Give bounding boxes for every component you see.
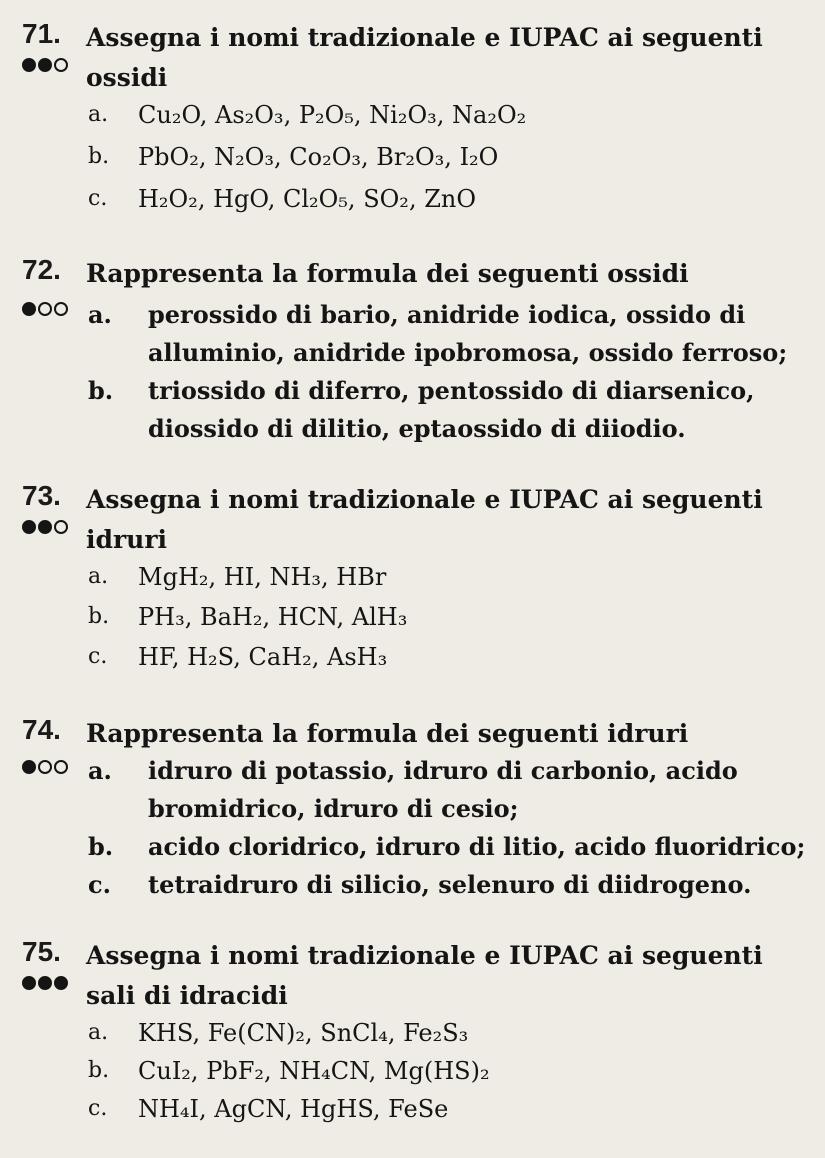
exercise-75 xyxy=(22,936,812,1126)
chemical-formula: HCN xyxy=(277,603,337,631)
difficulty-dot-empty xyxy=(54,58,68,72)
formula-list: NH₄I, AgCN, HgHS, FeSe xyxy=(138,1095,449,1123)
chemical-formula: H₂S xyxy=(187,643,234,671)
chemical-formula: HF xyxy=(138,643,172,671)
list-item: b. PbO₂, N₂O₃, Co₂O₃, Br₂O₃, I₂O xyxy=(22,140,812,174)
chemical-formula: PbF₂ xyxy=(206,1057,264,1085)
chemical-formula: P₂O₅ xyxy=(298,101,354,129)
chemical-formula: PH₃ xyxy=(138,603,185,631)
chemical-formula: AgCN xyxy=(214,1095,285,1123)
difficulty-dot-filled xyxy=(22,976,36,990)
chemical-formula: KHS xyxy=(138,1019,193,1047)
difficulty-dot-empty xyxy=(54,520,68,534)
exercise-number: 74. xyxy=(22,714,61,745)
chemical-formula: AsH₃ xyxy=(327,643,388,671)
chemical-formula: N₂O₃ xyxy=(214,143,274,171)
chemical-formula: Cu₂O xyxy=(138,101,200,129)
list-item: a. MgH₂, HI, NH₃, HBr xyxy=(22,560,812,594)
chemical-formula: SnCl₄ xyxy=(320,1019,388,1047)
list-item: b. acido cloridrico, idruro di litio, acido fluoridrico; xyxy=(88,832,806,861)
exercise-number: 75. xyxy=(22,936,61,967)
chemical-formula: NH₃ xyxy=(269,563,322,591)
chemical-formula: Na₂O₂ xyxy=(452,101,527,129)
list-item: b. PH₃, BaH₂, HCN, AlH₃ xyxy=(22,600,812,634)
chemical-formula: H₂O₂ xyxy=(138,185,198,213)
list-item: c. HF, H₂S, CaH₂, AsH₃ xyxy=(22,640,812,674)
list-item: a. Cu₂O, As₂O₃, P₂O₅, Ni₂O₃, Na₂O₂ xyxy=(22,98,812,132)
list-item: c. tetraidruro di silicio, selenuro di diidrogeno. xyxy=(88,870,752,899)
exercise-number: 71. xyxy=(22,18,61,49)
formula-list: H₂O₂, HgO, Cl₂O₅, SO₂, ZnO xyxy=(138,185,477,213)
chemical-formula: CuI₂ xyxy=(138,1057,191,1085)
formula-list: Cu₂O, As₂O₃, P₂O₅, Ni₂O₃, Na₂O₂ xyxy=(138,101,527,129)
formula-list: CuI₂, PbF₂, NH₄CN, Mg(HS)₂ xyxy=(138,1057,490,1085)
chemical-formula: Cl₂O₅ xyxy=(282,185,348,213)
chemical-formula: Br₂O₃ xyxy=(376,143,445,171)
exercise-title: Assegna i nomi tradizionale e IUPAC ai seguenti ossidi xyxy=(86,23,763,92)
chemical-formula: Ni₂O₃ xyxy=(369,101,437,129)
exercise-title: Assegna i nomi tradizionale e IUPAC ai seguenti idruri xyxy=(86,485,763,554)
exercise-number: 73. xyxy=(22,480,61,511)
chemical-formula: FeSe xyxy=(388,1095,449,1123)
chemical-formula: Fe(CN)₂ xyxy=(207,1019,305,1047)
exercise-73 xyxy=(22,480,812,674)
list-item: a. KHS, Fe(CN)₂, SnCl₄, Fe₂S₃ xyxy=(22,1016,812,1050)
difficulty-dot-filled xyxy=(22,58,36,72)
exercise-title: Assegna i nomi tradizionale e IUPAC ai seguenti sali di idracidi xyxy=(86,941,763,1010)
chemical-formula: Co₂O₃ xyxy=(289,143,361,171)
difficulty-dot-filled xyxy=(54,976,68,990)
exercise-72 xyxy=(22,254,812,448)
chemical-formula: NH₄I xyxy=(138,1095,200,1123)
chemical-formula: HBr xyxy=(336,563,387,591)
formula-list: KHS, Fe(CN)₂, SnCl₄, Fe₂S₃ xyxy=(138,1019,469,1047)
chemical-formula: SO₂ xyxy=(363,185,409,213)
exercise-74 xyxy=(22,714,812,904)
difficulty-indicator xyxy=(22,976,68,990)
chemical-formula: HgO xyxy=(213,185,268,213)
chemical-formula: MgH₂ xyxy=(138,563,209,591)
chemical-formula: CaH₂ xyxy=(248,643,312,671)
chemical-formula: PbO₂ xyxy=(138,143,199,171)
difficulty-dot-filled xyxy=(38,58,52,72)
list-item: c. NH₄I, AgCN, HgHS, FeSe xyxy=(22,1092,812,1126)
formula-list: PbO₂, N₂O₃, Co₂O₃, Br₂O₃, I₂O xyxy=(138,143,499,171)
formula-list: MgH₂, HI, NH₃, HBr xyxy=(138,563,387,591)
list-item: b. CuI₂, PbF₂, NH₄CN, Mg(HS)₂ xyxy=(22,1054,812,1088)
formula-list: HF, H₂S, CaH₂, AsH₃ xyxy=(138,643,388,671)
chemical-formula: BaH₂ xyxy=(199,603,263,631)
list-item: a. perossido di bario, anidride iodica, ossido di alluminio, anidride ipobromosa, ossido ferroso; xyxy=(88,300,788,367)
chemical-formula: AlH₃ xyxy=(351,603,408,631)
chemical-formula: As₂O₃ xyxy=(214,101,284,129)
list-item: b. triossido di diferro, pentossido di diarsenico, diossido di dilitio, eptaossido di diiodio. xyxy=(88,376,755,443)
list-item: a. idruro di potassio, idruro di carbonio, acido bromidrico, idruro di cesio; xyxy=(88,756,738,823)
chemical-formula: NH₄CN xyxy=(279,1057,369,1085)
difficulty-dot-filled xyxy=(22,520,36,534)
chemical-formula: I₂O xyxy=(459,143,499,171)
chemical-formula: Fe₂S₃ xyxy=(403,1019,469,1047)
list-item: c. H₂O₂, HgO, Cl₂O₅, SO₂, ZnO xyxy=(22,182,812,216)
difficulty-dot-filled xyxy=(38,976,52,990)
difficulty-indicator xyxy=(22,520,68,534)
exercise-title: Rappresenta la formula dei seguenti ossidi xyxy=(86,259,689,288)
exercise-71 xyxy=(22,18,812,216)
difficulty-dot-filled xyxy=(38,520,52,534)
chemical-formula: HgHS xyxy=(300,1095,373,1123)
chemical-formula: HI xyxy=(223,563,255,591)
exercise-title: Rappresenta la formula dei seguenti idruri xyxy=(86,719,689,748)
chemical-formula: Mg(HS)₂ xyxy=(383,1057,490,1085)
chemical-formula: ZnO xyxy=(424,185,477,213)
formula-list: PH₃, BaH₂, HCN, AlH₃ xyxy=(138,603,408,631)
exercise-number: 72. xyxy=(22,254,61,285)
difficulty-indicator xyxy=(22,58,68,72)
